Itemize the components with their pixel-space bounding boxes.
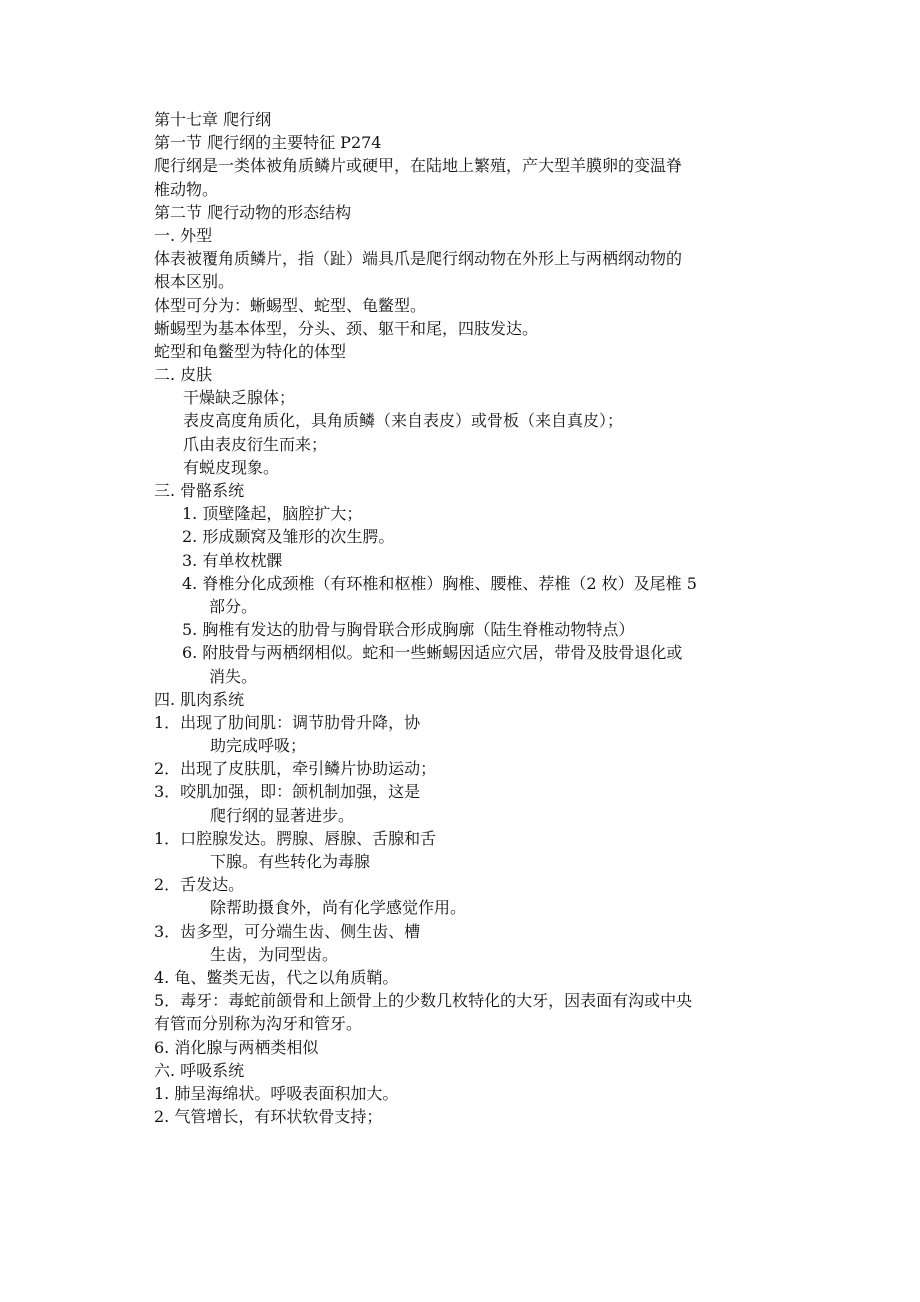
list-item: 2．舌发达。	[154, 875, 245, 895]
list-item: 5. 胸椎有发达的肋骨与胸骨联合形成胸廓（陆生脊椎动物特点）	[182, 620, 635, 640]
list-item-continuation: 爬行纲的显著进步。	[210, 805, 355, 825]
paragraph-line: 体型可分为：蜥蜴型、蛇型、龟鳖型。	[154, 295, 427, 315]
list-item: 1．口腔腺发达。腭腺、唇腺、舌腺和舌	[154, 828, 437, 848]
list-item: 2. 气管增长，有环状软骨支持；	[154, 1107, 383, 1127]
list-item: 4. 龟、鳖类无齿，代之以角质鞘。	[154, 967, 399, 987]
list-item-continuation: 部分。	[209, 596, 258, 616]
section-heading: 第一节 爬行纲的主要特征 P274	[154, 133, 382, 153]
list-item: 5．毒牙：毒蛇前颌骨和上颌骨上的少数几枚特化的大牙，因表面有沟或中央	[154, 991, 693, 1011]
list-item: 2. 形成颞窝及雏形的次生腭。	[182, 527, 395, 547]
paragraph-line: 椎动物。	[154, 179, 219, 199]
subsection-heading: 六. 呼吸系统	[154, 1060, 245, 1080]
paragraph-line: 蜥蜴型为基本体型，分头、颈、躯干和尾，四肢发达。	[154, 318, 539, 338]
list-item-continuation: 助完成呼吸；	[210, 736, 307, 756]
subsection-heading: 四. 肌肉系统	[154, 689, 245, 709]
list-item: 6. 附肢骨与两栖纲相似。蛇和一些蜥蜴因适应穴居，带骨及肢骨退化或	[182, 643, 683, 663]
list-item: 3．齿多型，可分端生齿、侧生齿、槽	[154, 921, 421, 941]
chapter-title: 第十七章 爬行纲	[154, 110, 272, 129]
list-item-continuation: 下腺。有些转化为毒腺	[210, 852, 371, 871]
list-item-continuation: 消失。	[209, 666, 258, 686]
list-item-continuation: 除帮助摄食外，尚有化学感觉作用。	[210, 898, 467, 918]
list-item: 4. 脊椎分化成颈椎（有环椎和枢椎）胸椎、腰椎、荐椎（2 枚）及尾椎 5	[182, 573, 697, 593]
bullet-line: 干燥缺乏腺体；	[183, 388, 296, 408]
list-item: 1. 肺呈海绵状。呼吸表面积加大。	[154, 1083, 399, 1103]
paragraph-line: 体表被覆角质鳞片，指（趾）端具爪是爬行纲动物在外形上与两栖纲动物的	[154, 249, 683, 269]
bullet-line: 爪由表皮衍生而来；	[183, 434, 328, 454]
section-heading: 第二节 爬行动物的形态结构	[154, 202, 352, 222]
subsection-heading: 二. 皮肤	[154, 365, 213, 385]
list-item: 6. 消化腺与两栖类相似	[154, 1037, 319, 1057]
list-item: 1．出现了肋间肌：调节肋骨升降，协	[154, 712, 421, 732]
paragraph-line: 爬行纲是一类体被角质鳞片或硬甲，在陆地上繁殖，产大型羊膜卵的变温脊	[154, 156, 683, 176]
paragraph-line: 蛇型和龟鳖型为特化的体型	[154, 341, 347, 361]
list-item: 3．咬肌加强，即：颌机制加强，这是	[154, 782, 421, 802]
list-item: 2．出现了皮肤肌，牵引鳞片协助运动；	[154, 759, 437, 779]
list-item: 3. 有单枚枕髁	[182, 550, 283, 570]
paragraph-line: 根本区别。	[154, 272, 235, 292]
list-item-continuation: 有管而分别称为沟牙和管牙。	[154, 1014, 363, 1034]
list-item-continuation: 生齿，为同型齿。	[210, 944, 339, 964]
bullet-line: 表皮高度角质化，具角质鳞（来自表皮）或骨板（来自真皮）；	[183, 411, 624, 431]
subsection-heading: 三. 骨骼系统	[154, 481, 245, 500]
document-body	[154, 108, 774, 1128]
subsection-heading: 一. 外型	[154, 225, 213, 245]
bullet-line: 有蜕皮现象。	[183, 457, 280, 477]
list-item: 1. 顶壁隆起，脑腔扩大；	[182, 504, 363, 524]
